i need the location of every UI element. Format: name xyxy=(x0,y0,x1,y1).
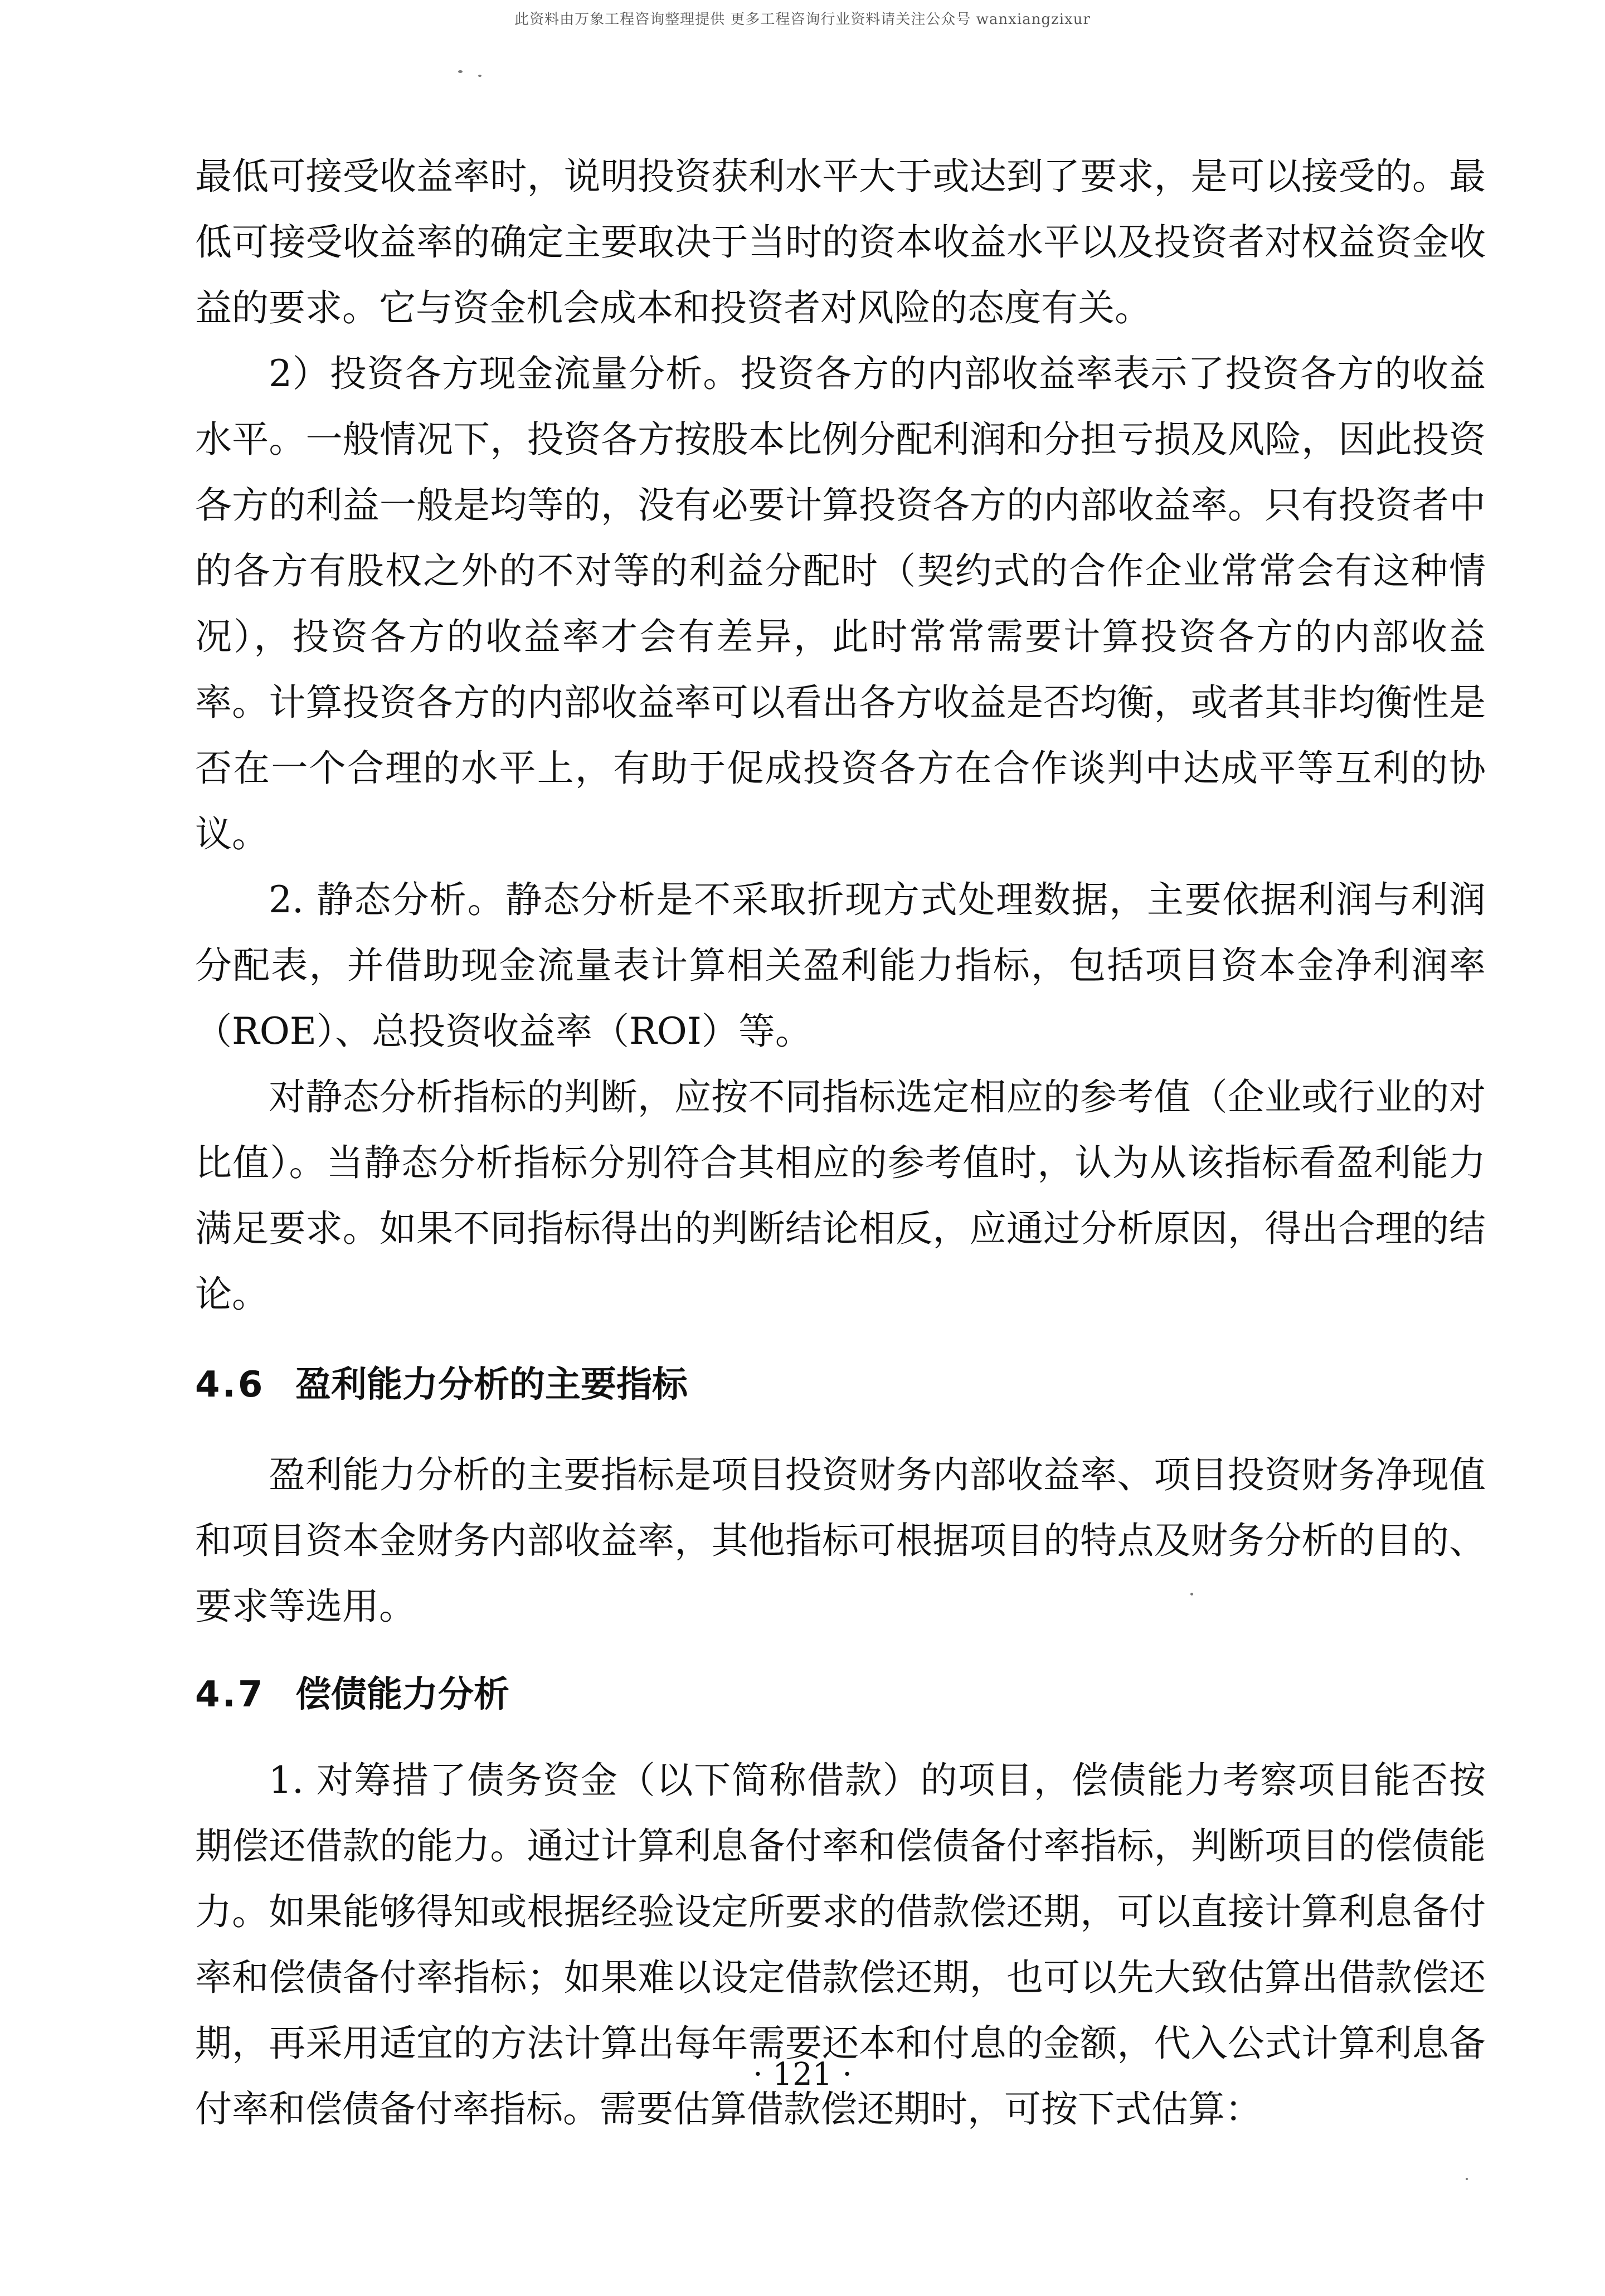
paragraph-static-judgement: 对静态分析指标的判断，应按不同指标选定相应的参考值（企业或行业的对比值）。当静态分析指标分别符合其相应的参考值时，认为从该指标看盈利能力满足要求。如果不同指标得出的判断结论相反，应通过分析原因，得出合理的结论。 xyxy=(195,1076,1486,1316)
section-number: 4.6 xyxy=(195,1364,265,1405)
header-watermark-note: 此资料由万象工程咨询整理提供 更多工程咨询行业资料请关注公众号 wanxiangzixur xyxy=(514,11,1091,28)
page-number: · 121 · xyxy=(752,2056,853,2093)
section-title: 偿债能力分析 xyxy=(295,1674,509,1715)
section-number: 4.7 xyxy=(195,1674,265,1715)
scan-speck xyxy=(478,75,481,77)
section-heading-4-7 xyxy=(195,1662,1486,1728)
paragraph-solvency: 1. 对筹措了债务资金（以下简称借款）的项目，偿债能力考察项目能否按期偿还借款的能力。通过计算利息备付率和偿债备付率指标，判断项目的偿债能力。如果能够得知或根据经验设定所要求的借款偿还期，可以直接计算利息备付率和偿债备付率指标；如果难以设定借款偿还期，也可以先大致估算出借款偿还期，再采用适宜的方法计算出每年需要还本和付息的金额，代入公式计算利息备付率和偿债备付率指标。需要估算借款偿还期时，可按下式估算： xyxy=(195,1759,1486,2130)
paragraph-investor-cashflow: 2）投资各方现金流量分析。投资各方的内部收益率表示了投资各方的收益水平。一般情况下，投资各方按股本比例分配利润和分担亏损及风险，因此投资各方的利益一般是均等的，没有必要计算投资各方的内部收益率。只有投资者中的各方有股权之外的不对等的利益分配时（契约式的合作企业常常会有这种情况），投资各方的收益率才会有差异，此时常常需要计算投资各方的内部收益率。计算投资各方的内部收益率可以看出各方收益是否均衡，或者其非均衡性是否在一个合理的水平上，有助于促成投资各方在合作谈判中达成平等互利的协议。 xyxy=(195,352,1486,855)
section-heading-4-6 xyxy=(195,1352,1486,1418)
paragraph-continuation: 最低可接受收益率时，说明投资获利水平大于或达到了要求，是可以接受的。最低可接受收益率的确定主要取决于当时的资本收益水平以及投资者对权益资金收益的要求。它与资金机会成本和投资者对风险的态度有关。 xyxy=(195,155,1486,329)
paragraph-profitability-indicators: 盈利能力分析的主要指标是项目投资财务内部收益率、项目投资财务净现值和项目资本金财务内部收益率，其他指标可根据项目的特点及财务分析的目的、要求等选用。 xyxy=(195,1453,1486,1628)
body-text xyxy=(195,144,1486,2142)
section-title: 盈利能力分析的主要指标 xyxy=(295,1364,688,1405)
paragraph-static-analysis: 2. 静态分析。静态分析是不采取折现方式处理数据，主要依据利润与利润分配表，并借助现金流量表计算相关盈利能力指标，包括项目资本金净利润率（ROE）、总投资收益率（ROI）等。 xyxy=(195,878,1486,1053)
scan-speck xyxy=(1466,2178,1468,2180)
scan-speck xyxy=(458,70,463,73)
